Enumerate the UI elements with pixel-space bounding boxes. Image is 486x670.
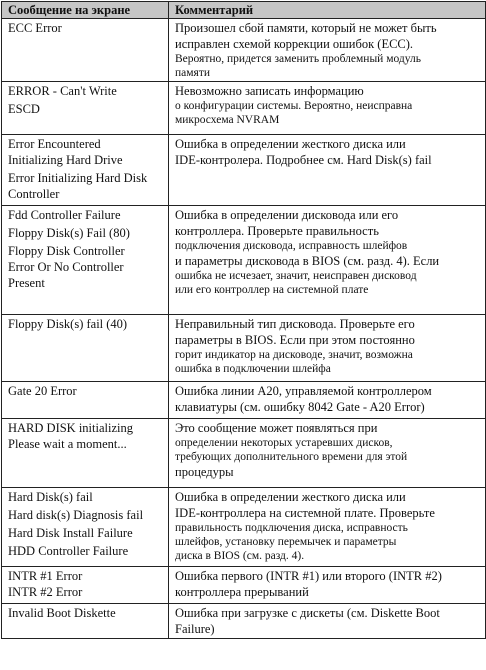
- comment-text: и параметры дисковода в BIOS (см. разд. 4). Если: [175, 254, 440, 268]
- comment-text: ошибка в подключении шлейфа: [175, 363, 331, 375]
- message-cell: [2, 488, 169, 567]
- comment-text: Произошел сбой памяти, который не может быть: [175, 21, 437, 35]
- table-row: [2, 82, 486, 135]
- comment-text: исправлен схемой коррекции ошибок (ECC).: [175, 37, 414, 51]
- message-cell: [2, 604, 169, 639]
- comment-text: контроллера. Проверьте правильность: [175, 224, 379, 238]
- comment-text: определении некоторых устаревших дисков,: [175, 437, 393, 449]
- table-row: [2, 206, 486, 315]
- comment-text: подключения дисковода, исправность шлейфов: [175, 240, 408, 252]
- message-cell: [2, 206, 169, 315]
- comment-cell: [169, 135, 486, 206]
- comment-text: Ошибка в определении жесткого диска или: [175, 137, 406, 151]
- table-row: [2, 567, 486, 604]
- message-text: Present: [8, 276, 45, 290]
- comment-text: Ошибка первого (INTR #1) или второго (INTR #2): [175, 569, 442, 583]
- comment-cell: [169, 82, 486, 135]
- comment-text: контроллера прерываний: [175, 585, 309, 599]
- message-cell: [2, 19, 169, 82]
- table-row: [2, 19, 486, 82]
- message-cell: [2, 315, 169, 382]
- table-row: [2, 315, 486, 382]
- comment-text: Неправильный тип дисковода. Проверьте его: [175, 317, 415, 331]
- message-text: Please wait a moment...: [8, 437, 127, 451]
- header-comment: Комментарий: [169, 2, 486, 19]
- message-text: Invalid Boot Diskette: [8, 606, 116, 620]
- message-text: Floppy Disk(s) Fail (80): [8, 226, 130, 240]
- comment-text: Вероятно, придется заменить проблемный модуль: [175, 53, 421, 65]
- comment-cell: [169, 382, 486, 419]
- comment-text: Это сообщение может появляться при: [175, 421, 378, 435]
- comment-text: процедуры: [175, 465, 234, 479]
- message-text: Gate 20 Error: [8, 384, 77, 398]
- comment-cell: [169, 206, 486, 315]
- comment-cell: [169, 488, 486, 567]
- header-message: Сообщение на экране: [2, 2, 169, 19]
- comment-cell: [169, 604, 486, 639]
- message-text: Error Encountered: [8, 137, 101, 151]
- comment-text: Ошибка в определении дисковода или его: [175, 208, 399, 222]
- comment-text: IDE-контролера. Подробнее см. Hard Disk(s) fail: [175, 153, 432, 167]
- table-row: [2, 419, 486, 488]
- comment-text: диска в BIOS (см. разд. 4).: [175, 550, 305, 562]
- message-text: INTR #1 Error: [8, 569, 83, 583]
- message-text: Floppy Disk(s) fail (40): [8, 317, 128, 331]
- comment-text: IDE-контроллера на системной плате. Проверьте: [175, 506, 435, 520]
- message-text: Hard Disk Install Failure: [8, 526, 133, 540]
- table-header-row: [2, 2, 486, 19]
- comment-cell: [169, 567, 486, 604]
- comment-text: шлейфов, установку перемычек и параметры: [175, 536, 397, 548]
- message-text: Initializing Hard Drive: [8, 153, 123, 167]
- comment-cell: [169, 19, 486, 82]
- comment-text: памяти: [175, 67, 211, 79]
- message-text: ERROR - Can't Write: [8, 84, 117, 98]
- comment-cell: [169, 315, 486, 382]
- message-text: Controller: [8, 187, 60, 201]
- comment-text: Невозможно записать информацию: [175, 84, 364, 98]
- message-text: Hard Disk(s) fail: [8, 490, 93, 504]
- table-row: [2, 382, 486, 419]
- message-text: ESCD: [8, 102, 40, 116]
- message-cell: [2, 82, 169, 135]
- comment-cell: [169, 419, 486, 488]
- comment-text: Ошибка при загрузке с дискеты (см. Diskette Boot: [175, 606, 440, 620]
- message-text: Fdd Controller Failure: [8, 208, 121, 222]
- table-row: [2, 604, 486, 639]
- comment-text: микросхема NVRAM: [175, 114, 280, 126]
- message-text: Error Initializing Hard Disk: [8, 171, 148, 185]
- comment-text: параметры в BIOS. Если при этом постоянно: [175, 333, 415, 347]
- message-cell: [2, 567, 169, 604]
- message-text: HARD DISK initializing: [8, 421, 133, 435]
- comment-text: клавиатуры (см. ошибку 8042 Gate - A20 Error): [175, 400, 425, 414]
- message-cell: [2, 419, 169, 488]
- message-text: HDD Controller Failure: [8, 544, 129, 558]
- message-text: Hard disk(s) Diagnosis fail: [8, 508, 144, 522]
- comment-text: Ошибка в определении жесткого диска или: [175, 490, 406, 504]
- comment-text: о конфигурации системы. Вероятно, неисправна: [175, 100, 413, 112]
- comment-text: Failure): [175, 622, 215, 636]
- comment-text: требующих дополнительного времени для этой: [175, 451, 408, 463]
- message-text: ECC Error: [8, 21, 62, 35]
- comment-text: ошибка не исчезает, значит, неисправен дисковод: [175, 270, 417, 282]
- message-cell: [2, 382, 169, 419]
- error-messages-table: [1, 1, 486, 639]
- comment-text: правильность подключения диска, исправность: [175, 522, 408, 534]
- message-text: Error Or No Controller: [8, 260, 124, 274]
- message-text: Floppy Disk Controller: [8, 244, 125, 258]
- message-cell: [2, 135, 169, 206]
- table-row: [2, 135, 486, 206]
- comment-text: Ошибка линии A20, управляемой контроллером: [175, 384, 432, 398]
- message-text: INTR #2 Error: [8, 585, 83, 599]
- table-row: [2, 488, 486, 567]
- comment-text: горит индикатор на дисководе, значит, возможна: [175, 349, 413, 361]
- comment-text: или его контроллер на системной плате: [175, 284, 369, 296]
